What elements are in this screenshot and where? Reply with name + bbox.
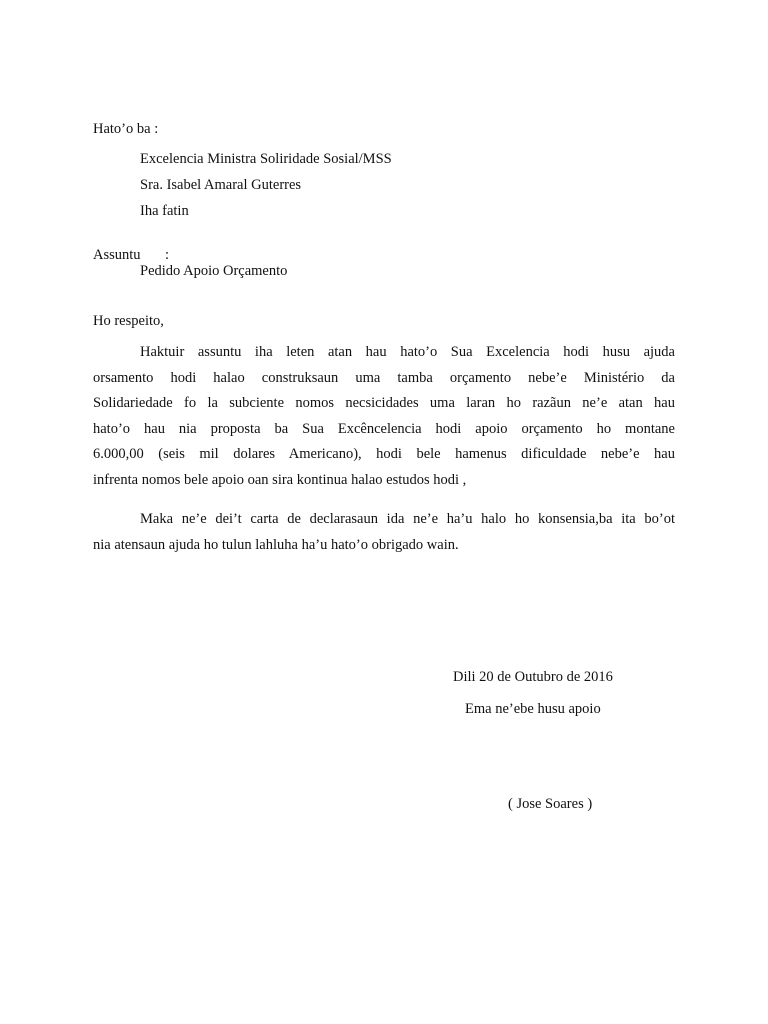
signature-name: ( Jose Soares ) xyxy=(508,796,593,812)
paragraph-line: infrenta nomos bele apoio oan sira kontinua halao estudos hodi , xyxy=(93,471,467,488)
paragraph-line: orsamento hodi halao construksaun uma tamba orçamento nebe’e Ministério da xyxy=(93,369,675,386)
subject-text: Pedido Apoio Orçamento xyxy=(140,263,288,279)
paragraph-line: Solidariedade fo la subciente nomos necsicidades uma laran ho razãun ne’e atan hau xyxy=(93,395,675,412)
paragraph-line: 6.000,00 (seis mil dolares Americano), hodi bele hamenus dificuldade nebe’e hau xyxy=(93,446,675,463)
subject-colon: : xyxy=(165,247,170,263)
addressee-label: Hato’o ba : xyxy=(93,121,159,137)
recipient-line-1: Excelencia Ministra Soliridade Sosial/MSS xyxy=(140,151,392,167)
place-date: Dili 20 de Outubro de 2016 xyxy=(453,669,613,685)
paragraph-line: nia atensaun ajuda ho tulun lahluha ha’u hato’o obrigado wain. xyxy=(93,536,459,553)
paragraph-line: hato’o hau nia proposta ba Sua Excêncelencia hodi apoio orçamento ho montane xyxy=(93,420,675,437)
recipient-line-2: Sra. Isabel Amaral Guterres xyxy=(140,177,302,193)
greeting: Ho respeito, xyxy=(93,313,164,329)
closing-line: Ema ne’ebe husu apoio xyxy=(465,701,601,717)
paragraph-line: Maka ne’e dei’t carta de declarasaun ida ne’e ha’u halo ho konsensia,ba ita bo’ot xyxy=(140,511,675,527)
recipient-line-3: Iha fatin xyxy=(140,203,189,219)
body-paragraph-2 xyxy=(93,507,675,558)
paragraph-line: Haktuir assuntu iha leten atan hau hato’o Sua Excelencia hodi husu ajuda xyxy=(140,344,675,360)
body-paragraph-1 xyxy=(93,340,675,494)
subject-label: Assuntu xyxy=(93,247,141,263)
